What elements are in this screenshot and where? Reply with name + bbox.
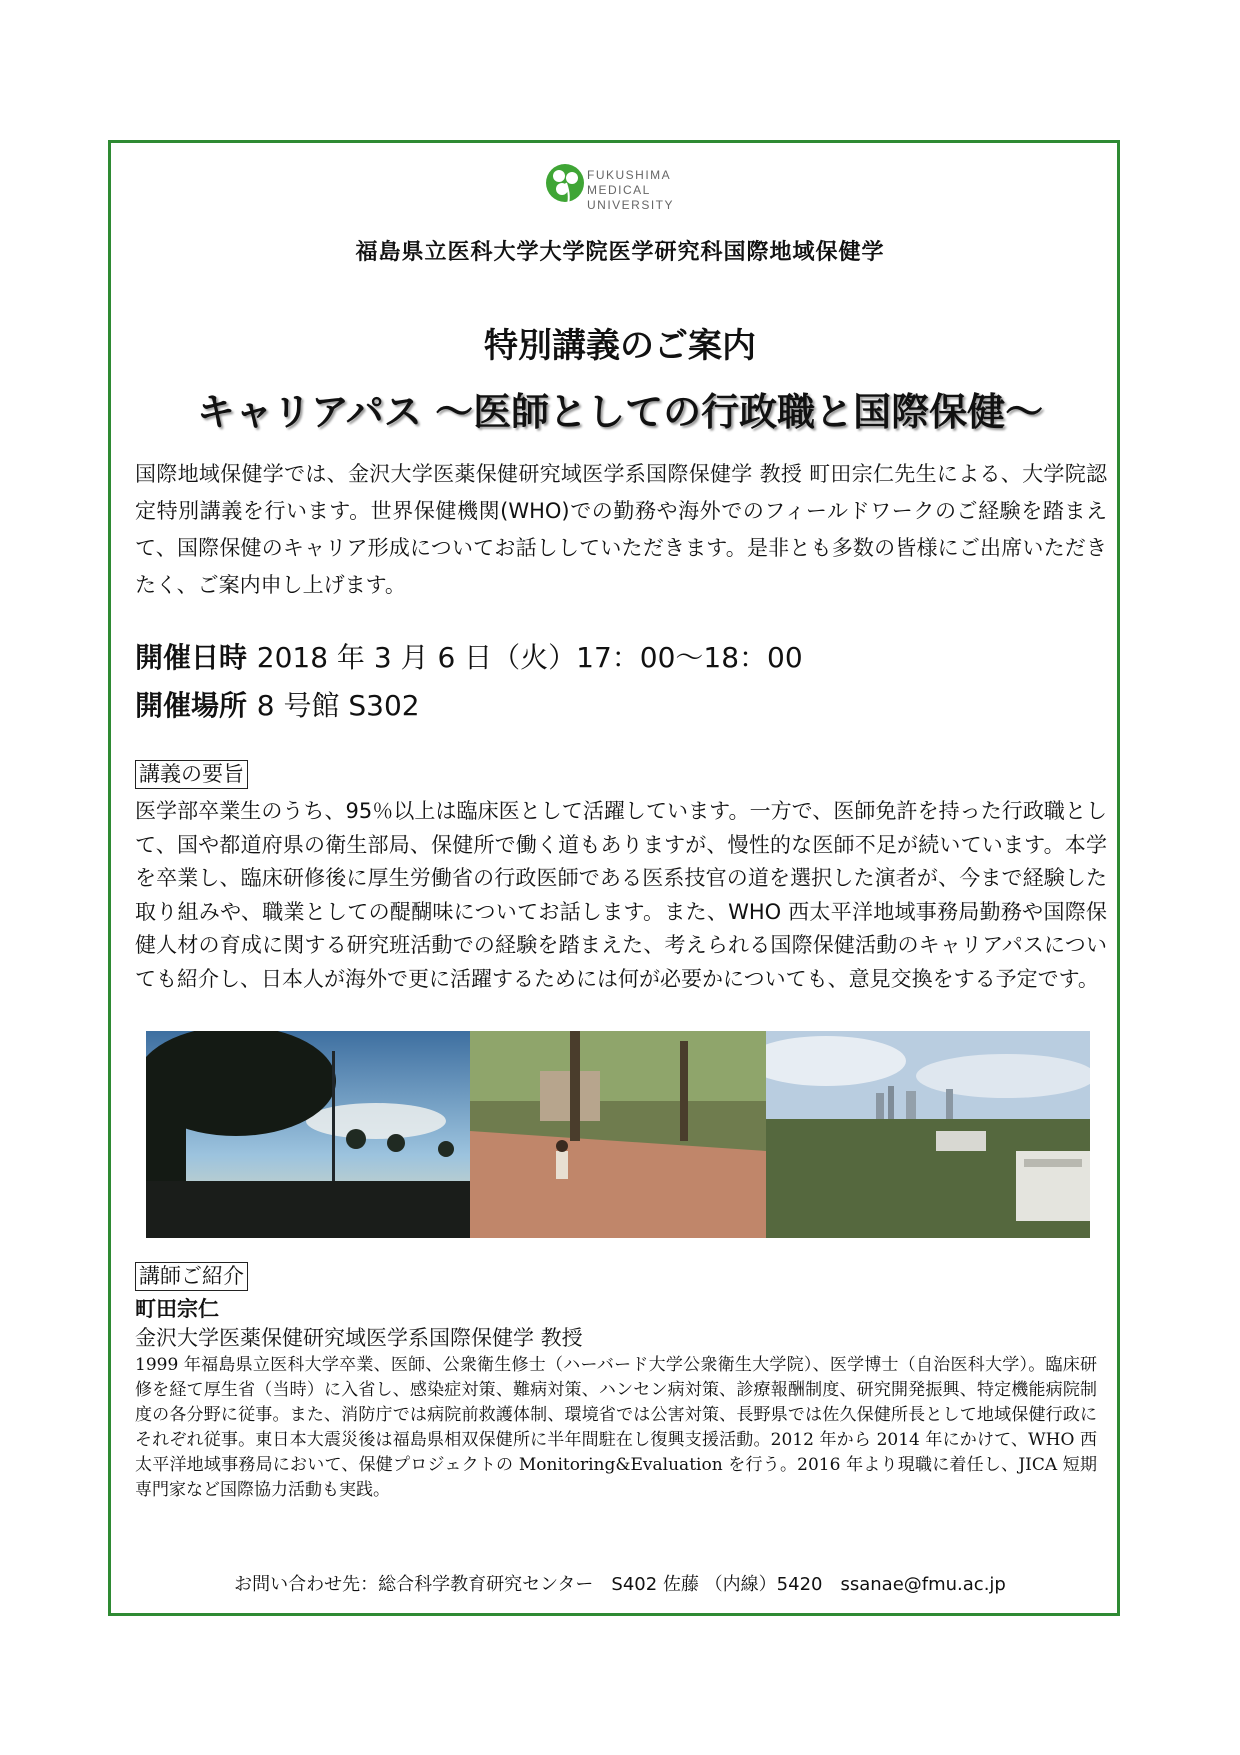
university-logo-text — [587, 168, 674, 213]
photo-child-path — [470, 1031, 766, 1238]
event-place-label: 開催場所 — [135, 689, 248, 722]
photo-palm-sunset — [146, 1031, 470, 1238]
event-date-label: 開催日時 — [135, 641, 248, 674]
event-place — [135, 684, 1095, 724]
event-date — [135, 636, 1095, 676]
lecture-subtitle: キャリアパス ～医師としての行政職と国際保健～ — [196, 390, 1044, 434]
logo-line-1: FUKUSHIMA — [587, 168, 672, 182]
event-place-value: 8 号館 S302 — [256, 689, 420, 722]
summary-heading: 講義の要旨 — [135, 760, 248, 789]
page-title: 特別講義のご案内 — [484, 326, 756, 366]
photo-strip — [146, 1031, 1090, 1238]
event-date-value: 2018 年 3 月 6 日（火）17：00～18：00 — [256, 641, 803, 674]
intro-paragraph — [135, 456, 1107, 604]
summary-text: 医学部卒業生のうち、95％以上は臨床医として活躍しています。一方で、医師免許を持った行政職として、国や都道府県の衛生部局、保健所で働く道もありますが、慢性的な医師不足が続いています。本学を卒業し、臨床研修後に厚生労働省の行政医師である医系技官の道を選択した演者が、今まで経験した取り組みや、職業としての醍醐味についてお話します。また、WHO 西太平洋地域事務局勤務や国際保健人材の育成に関する研究班活動での経験を踏まえた、考えられる国際保健活動のキャリアパスについても紹介し、日本人が海外で更に活躍するためには何が必要かについても、意見交換をする予定です。 — [135, 799, 1107, 991]
contact-info: お問い合わせ先：総合科学教育研究センター S402 佐藤 （内線）5420 ssanae@fmu.ac.jp — [234, 1574, 1006, 1595]
university-logo — [545, 163, 695, 223]
department-name: 福島県立医科大学大学院医学研究科国際地域保健学 — [355, 240, 885, 265]
logo-line-2: MEDICAL — [587, 183, 651, 197]
lecturer-heading: 講師ご紹介 — [135, 1262, 248, 1291]
intro-text: 国際地域保健学では、金沢大学医薬保健研究域医学系国際保健学 教授 町田宗仁先生による、大学院認定特別講義を行います。世界保健機関(WHO)での勤務や海外でのフィールドワークのご経験を踏まえて、国際保健のキャリア形成についてお話ししていただきます。是非とも多数の皆様にご出席いただきたく、ご案内申し上げます。 — [135, 462, 1107, 597]
clover-logo-icon — [545, 163, 585, 217]
photo-city-skyline — [766, 1031, 1090, 1238]
lecturer-name: 町田宗仁 — [135, 1297, 219, 1321]
lecturer-bio: 1999 年福島県立医科大学卒業、医師、公衆衛生修士（ハーバード大学公衆衛生大学院）、医学博士（自治医科大学）。臨床研修を経て厚生省（当時）に入省し、感染症対策、難病対策、ハンセン病対策、診療報酬制度、研究開発振興、特定機能病院制度の各分野に従事。また、消防庁では病院前救護体制、環境省では公害対策、長野県では佐久保健所長として地域保健行政にそれぞれ従事。東日本大震災後は福島県相双保健所に半年間駐在し復興支援活動。2012 年から 2014 年にかけて、WHO 西太平洋地域事務局において、保健プロジェクトの Monitoring&Evaluation を行う。2016 年より現職に着任し、JICA 短期専門家など国際協力活動も実践。 — [135, 1355, 1097, 1500]
lecturer-affiliation: 金沢大学医薬保健研究域医学系国際保健学 教授 — [135, 1326, 583, 1350]
logo-line-3: UNIVERSITY — [587, 198, 675, 212]
